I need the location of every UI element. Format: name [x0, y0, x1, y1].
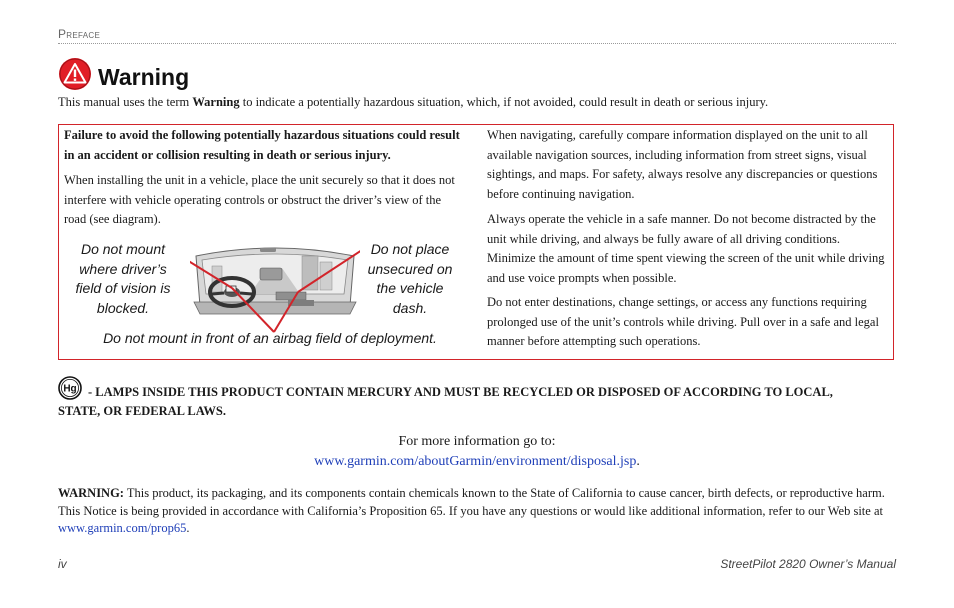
page-number: iv	[58, 557, 67, 571]
disposal-link[interactable]: www.garmin.com/aboutGarmin/environment/disposal.jsp	[314, 454, 637, 469]
navigating-paragraph: When navigating, carefully compare information displayed on the unit to all available navigation sources, including information from street signs, visual sightings, and maps. For safety, always resolve any discrepancies or questions before continuing navigation.	[487, 128, 878, 201]
hg-label: Hg	[63, 383, 77, 395]
disposal-link-period: .	[636, 454, 640, 469]
caption-airbag: Do not mount in front of an airbag field of deployment.	[103, 330, 437, 346]
manual-title: StreetPilot 2820 Owner’s Manual	[720, 557, 896, 571]
prop65-text: This product, its packaging, and its components contain chemicals known to the State of California to cause cancer, birth defects, or reproductive harm. This Notice is being provided in accordance with California’s Proposition 65. If you have any questions or would like additional information, refer to our Web site at	[58, 486, 885, 518]
section-label: Preface	[58, 27, 101, 41]
intro-term: Warning	[192, 95, 240, 109]
safe-driving-paragraph: Always operate the vehicle in a safe manner. Do not become distracted by the unit while driving, and always be fully aware of all driving conditions. Minimize the amount of time spent viewing the screen of the unit while driving and use voice prompts when possible.	[487, 212, 885, 285]
failure-paragraph: Failure to avoid the following potentially hazardous situations could result in an accident or collision resulting in death or serious injury.	[64, 128, 460, 162]
more-info-link-line	[0, 454, 954, 470]
header-rule	[58, 43, 896, 44]
install-paragraph: When installing the unit in a vehicle, place the unit securely so that it does not interfere with vehicle operating controls or obstruct the driver’s view of the road (see diagram).	[64, 173, 455, 226]
warning-triangle-icon	[58, 57, 92, 91]
dashboard-diagram	[190, 242, 360, 334]
prop65-period: .	[186, 521, 190, 535]
prop65-warning	[58, 485, 894, 538]
intro-pre: This manual uses the term	[58, 95, 193, 109]
mercury-notice: - LAMPS INSIDE THIS PRODUCT CONTAIN MERCURY AND MUST BE RECYCLED OR DISPOSED OF ACCORDING TO LOCAL, STATE, OR FEDERAL LAWS.	[58, 385, 833, 418]
warning-intro	[58, 95, 768, 110]
caption-field-of-vision: Do not mount where driver’s field of vision is blocked.	[75, 241, 171, 316]
prop65-label: WARNING:	[58, 486, 124, 500]
more-info-line: For more information go to:	[398, 434, 556, 449]
caption-unsecured: Do not place unsecured on the vehicle dash.	[367, 241, 453, 316]
destinations-paragraph: Do not enter destinations, change settings, or access any functions requiring prolonged use of the unit’s controls while driving. Pull over in a safe and legal manner before attempting such operations.	[487, 295, 879, 348]
intro-post: to indicate a potentially hazardous situation, which, if not avoided, could result in death or serious injury.	[239, 95, 769, 109]
warning-title: Warning	[98, 64, 190, 90]
prop65-link[interactable]: www.garmin.com/prop65	[58, 521, 187, 535]
